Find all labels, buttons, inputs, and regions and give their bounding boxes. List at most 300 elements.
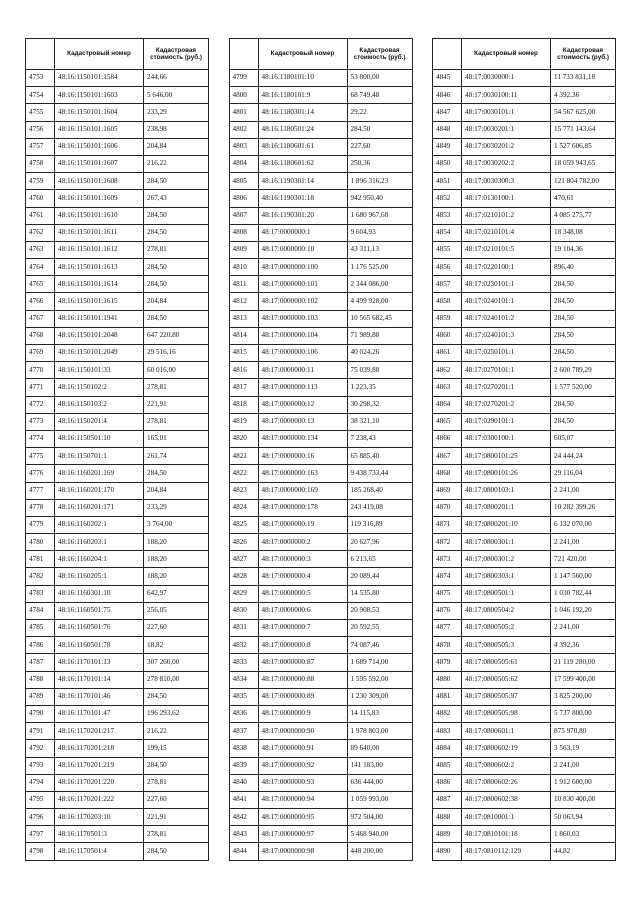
- row-index: 4868: [433, 465, 462, 482]
- table-row: [433, 465, 616, 482]
- cadastral-number: 48:16:1150101:2049: [55, 345, 144, 362]
- row-index: 4776: [26, 465, 55, 482]
- table-row: [26, 413, 209, 430]
- cadastral-value: 60 016,00: [144, 362, 209, 379]
- table-row: [433, 551, 616, 568]
- table-row: [229, 241, 412, 258]
- cadastral-number: 48:17:0270201:2: [462, 396, 551, 413]
- cadastral-value: 1 223,35: [347, 379, 412, 396]
- cadastral-number: 48:17:0030000:1: [462, 70, 551, 87]
- cadastral-value: 284,50: [144, 276, 209, 293]
- cadastral-value: 165,01: [144, 430, 209, 447]
- table-row: [433, 430, 616, 447]
- cadastral-number: 48:17:0800103:1: [462, 482, 551, 499]
- cadastral-number: 48:17:0000000:169: [258, 482, 347, 499]
- cadastral-value: 642,97: [144, 585, 209, 602]
- cadastral-number: 48:16:1160204:1: [55, 551, 144, 568]
- cadastral-value: 89 640,00: [347, 740, 412, 757]
- cadastral-number: 48:17:0000000:134: [258, 430, 347, 447]
- cadastral-number: 48:16:1150701:1: [55, 448, 144, 465]
- header-index: [433, 39, 462, 70]
- row-index: 4841: [229, 791, 258, 808]
- cadastral-number: 48:16:1180601:61: [258, 138, 347, 155]
- table-row: [26, 70, 209, 87]
- cadastral-number: 48:16:1150101:1941: [55, 310, 144, 327]
- cadastral-value: 1 147 560,00: [551, 568, 616, 585]
- row-index: 4794: [26, 774, 55, 791]
- table-row: [26, 551, 209, 568]
- row-index: 4808: [229, 224, 258, 241]
- cadastral-value: 875 970,80: [551, 723, 616, 740]
- table-row: [26, 207, 209, 224]
- row-index: 4768: [26, 327, 55, 344]
- cadastral-value: 278,81: [144, 379, 209, 396]
- cadastral-number: 48:17:0000000:91: [258, 740, 347, 757]
- cadastral-value: 199,15: [144, 740, 209, 757]
- row-index: 4807: [229, 207, 258, 224]
- cadastral-value: 307 260,00: [144, 654, 209, 671]
- cadastral-number: 48:17:0000000:1: [258, 224, 347, 241]
- row-index: 4766: [26, 293, 55, 310]
- row-index: 4860: [433, 327, 462, 344]
- row-index: 4842: [229, 809, 258, 826]
- cadastral-number: 48:16:1170101:46: [55, 688, 144, 705]
- table-row: [229, 671, 412, 688]
- cadastral-number: 48:17:0000000:102: [258, 293, 347, 310]
- cadastral-value: 14 115,83: [347, 705, 412, 722]
- cadastral-value: 4 392,36: [551, 637, 616, 654]
- cadastral-number: 48:17:0000000:113: [258, 379, 347, 396]
- table-row: [229, 190, 412, 207]
- cadastral-value: 20 627,96: [347, 534, 412, 551]
- cadastral-number: 48:16:1150101:1605: [55, 121, 144, 138]
- cadastral-value: 14 535,80: [347, 585, 412, 602]
- row-index: 4854: [433, 224, 462, 241]
- cadastral-value: 284,50: [144, 843, 209, 860]
- cadastral-number: 48:16:1180501:24: [258, 121, 347, 138]
- cadastral-value: 721 420,00: [551, 551, 616, 568]
- table-row: [433, 705, 616, 722]
- cadastral-value: 29 516,16: [144, 345, 209, 362]
- table-row: [433, 70, 616, 87]
- cadastral-number: 48:17:0000000:11: [258, 362, 347, 379]
- cadastral-value: 216,22: [144, 723, 209, 740]
- row-index: 4848: [433, 121, 462, 138]
- table-row: [229, 688, 412, 705]
- cadastral-number: 48:17:0000000:89: [258, 688, 347, 705]
- cadastral-value: 10 282 399,26: [551, 499, 616, 516]
- cadastral-number: 48:17:0000000:97: [258, 826, 347, 843]
- header-row: [229, 39, 412, 70]
- cadastral-number: 48:17:0000000:6: [258, 602, 347, 619]
- cadastral-value: 20 908,53: [347, 602, 412, 619]
- cadastral-number: 48:17:0000000:8: [258, 637, 347, 654]
- row-index: 4791: [26, 723, 55, 740]
- cadastral-value: 1 230 309,00: [347, 688, 412, 705]
- row-index: 4756: [26, 121, 55, 138]
- cadastral-value: 647 220,80: [144, 327, 209, 344]
- cadastral-value: 5 468 940,00: [347, 826, 412, 843]
- cadastral-number: 48:16:1180101:10: [258, 70, 347, 87]
- table-row: [229, 602, 412, 619]
- table-row: [26, 826, 209, 843]
- cadastral-value: 204,84: [144, 138, 209, 155]
- row-index: 4793: [26, 757, 55, 774]
- row-index: 4786: [26, 637, 55, 654]
- row-index: 4873: [433, 551, 462, 568]
- row-index: 4887: [433, 791, 462, 808]
- cadastral-value: 284,50: [551, 345, 616, 362]
- cadastral-value: 11 733 831,18: [551, 70, 616, 87]
- row-index: 4792: [26, 740, 55, 757]
- table-row: [26, 620, 209, 637]
- row-index: 4800: [229, 87, 258, 104]
- cadastral-number: 48:17:0030101:1: [462, 104, 551, 121]
- table-row: [26, 534, 209, 551]
- cadastral-value: 470,61: [551, 190, 616, 207]
- table-row: [433, 585, 616, 602]
- table-row: [26, 121, 209, 138]
- table-row: [433, 362, 616, 379]
- document-page: [25, 38, 616, 861]
- cadastral-number: 48:16:1150101:1604: [55, 104, 144, 121]
- row-index: 4849: [433, 138, 462, 155]
- cadastral-value: 74 087,46: [347, 637, 412, 654]
- cadastral-value: 1 912 600,00: [551, 774, 616, 791]
- cadastral-value: 18 059 943,65: [551, 155, 616, 172]
- cadastral-number: 48:17:0810001:1: [462, 809, 551, 826]
- cadastral-value: 2 600 789,29: [551, 362, 616, 379]
- cadastral-value: 30 298,32: [347, 396, 412, 413]
- table-row: [26, 602, 209, 619]
- table-row: [229, 465, 412, 482]
- cadastral-value: 284,50: [551, 276, 616, 293]
- cadastral-value: 244,66: [144, 70, 209, 87]
- cadastral-number: 48:16:1150101:1608: [55, 173, 144, 190]
- cadastral-value: 448 200,00: [347, 843, 412, 860]
- row-index: 4870: [433, 499, 462, 516]
- cadastral-value: 1 046 192,20: [551, 602, 616, 619]
- cadastral-value: 4 499 928,00: [347, 293, 412, 310]
- table-row: [433, 826, 616, 843]
- row-index: 4872: [433, 534, 462, 551]
- cadastral-value: 188,20: [144, 551, 209, 568]
- cadastral-number: 48:17:0800505:97: [462, 688, 551, 705]
- row-index: 4843: [229, 826, 258, 843]
- cadastral-number: 48:17:0000000:16: [258, 448, 347, 465]
- header-row: [433, 39, 616, 70]
- cadastral-value: 1 176 525,00: [347, 259, 412, 276]
- cadastral-number: 48:17:0800505:3: [462, 637, 551, 654]
- cadastral-value: 221,91: [144, 809, 209, 826]
- table-row: [433, 224, 616, 241]
- row-index: 4855: [433, 241, 462, 258]
- cadastral-value: 10 830 400,00: [551, 791, 616, 808]
- table-row: [433, 121, 616, 138]
- row-index: 4853: [433, 207, 462, 224]
- cadastral-number: 48:17:0290101:1: [462, 413, 551, 430]
- table-row: [433, 241, 616, 258]
- cadastral-number: 48:16:1170101:47: [55, 705, 144, 722]
- cadastral-number: 48:16:1170101:13: [55, 654, 144, 671]
- cadastral-value: 284,50: [144, 465, 209, 482]
- table-row: [433, 534, 616, 551]
- cadastral-number: 48:16:1190301:18: [258, 190, 347, 207]
- row-index: 4871: [433, 516, 462, 533]
- cadastral-value: 278,81: [144, 241, 209, 258]
- row-index: 4804: [229, 155, 258, 172]
- row-index: 4825: [229, 516, 258, 533]
- table-row: [433, 568, 616, 585]
- row-index: 4824: [229, 499, 258, 516]
- cadastral-number: 48:17:0800602:2: [462, 757, 551, 774]
- cadastral-value: 44,82: [551, 843, 616, 860]
- row-index: 4890: [433, 843, 462, 860]
- cadastral-number: 48:17:0000000:104: [258, 327, 347, 344]
- row-index: 4822: [229, 465, 258, 482]
- table-row: [229, 413, 412, 430]
- cadastral-value: 29,22: [347, 104, 412, 121]
- table-row: [433, 448, 616, 465]
- row-index: 4813: [229, 310, 258, 327]
- table-row: [26, 499, 209, 516]
- cadastral-value: 1 577 520,00: [551, 379, 616, 396]
- row-index: 4779: [26, 516, 55, 533]
- cadastral-number: 48:17:0250101:1: [462, 345, 551, 362]
- cadastral-value: 188,20: [144, 568, 209, 585]
- row-index: 4775: [26, 448, 55, 465]
- table-row: [433, 155, 616, 172]
- table-row: [26, 430, 209, 447]
- cadastral-number: 48:17:0000000:95: [258, 809, 347, 826]
- cadastral-number: 48:17:0210101:2: [462, 207, 551, 224]
- cadastral-number: 48:17:0810112:129: [462, 843, 551, 860]
- table-row: [229, 327, 412, 344]
- cadastral-value: 636 444,00: [347, 774, 412, 791]
- cadastral-value: 71 989,88: [347, 327, 412, 344]
- table-row: [229, 121, 412, 138]
- row-index: 4773: [26, 413, 55, 430]
- cadastral-value: 2 241,00: [551, 482, 616, 499]
- cadastral-number: 48:16:1170201:220: [55, 774, 144, 791]
- cadastral-number: 48:17:0000000:19: [258, 516, 347, 533]
- cadastral-number: 48:17:0000000:93: [258, 774, 347, 791]
- table-row: [26, 173, 209, 190]
- table-row: [433, 602, 616, 619]
- table-row: [229, 791, 412, 808]
- cadastral-value: 284,50: [144, 310, 209, 327]
- cadastral-number: 48:17:0000000:9: [258, 705, 347, 722]
- table-row: [433, 482, 616, 499]
- table-row: [229, 774, 412, 791]
- table-row: [433, 620, 616, 637]
- row-index: 4884: [433, 740, 462, 757]
- row-index: 4834: [229, 671, 258, 688]
- row-index: 4811: [229, 276, 258, 293]
- cadastral-number: 48:17:0000000:178: [258, 499, 347, 516]
- row-index: 4866: [433, 430, 462, 447]
- cadastral-number: 48:17:0000000:90: [258, 723, 347, 740]
- cadastral-value: 119 316,89: [347, 516, 412, 533]
- header-cadastral-number: Кадастровый номер: [462, 39, 551, 70]
- table-row: [433, 104, 616, 121]
- table-row: [229, 87, 412, 104]
- row-index: 4826: [229, 534, 258, 551]
- row-index: 4798: [26, 843, 55, 860]
- cadastral-number: 48:17:0000000:2: [258, 534, 347, 551]
- cadastral-value: 256,05: [144, 602, 209, 619]
- row-index: 4771: [26, 379, 55, 396]
- table-row: [229, 534, 412, 551]
- cadastral-value: 1 527 606,85: [551, 138, 616, 155]
- table-row: [229, 155, 412, 172]
- cadastral-number: 48:16:1170201:222: [55, 791, 144, 808]
- row-index: 4836: [229, 705, 258, 722]
- cadastral-number: 48:16:1150101:1613: [55, 259, 144, 276]
- row-index: 4838: [229, 740, 258, 757]
- table-row: [433, 499, 616, 516]
- row-index: 4885: [433, 757, 462, 774]
- cadastral-number: 48:16:1150102:2: [55, 379, 144, 396]
- cadastral-number: 48:17:0800504:2: [462, 602, 551, 619]
- table-row: [229, 224, 412, 241]
- table-row: [26, 740, 209, 757]
- row-index: 4832: [229, 637, 258, 654]
- cadastral-number: 48:17:0240101:3: [462, 327, 551, 344]
- table-row: [26, 774, 209, 791]
- cadastral-value: 1 680 967,68: [347, 207, 412, 224]
- cadastral-number: 48:16:1150101:1607: [55, 155, 144, 172]
- table-row: [26, 396, 209, 413]
- cadastral-value: 1 896 316,23: [347, 173, 412, 190]
- row-index: 4754: [26, 87, 55, 104]
- cadastral-number: 48:16:1180601:62: [258, 155, 347, 172]
- row-index: 4886: [433, 774, 462, 791]
- cadastral-number: 48:17:0000000:106: [258, 345, 347, 362]
- row-index: 4835: [229, 688, 258, 705]
- row-index: 4837: [229, 723, 258, 740]
- cadastral-value: 227,60: [347, 138, 412, 155]
- table-row: [433, 637, 616, 654]
- cadastral-number: 48:16:1180301:14: [258, 104, 347, 121]
- row-index: 4856: [433, 259, 462, 276]
- cadastral-number: 48:16:1150101:1615: [55, 293, 144, 310]
- cadastral-number: 48:16:1170501:4: [55, 843, 144, 860]
- table-row: [433, 413, 616, 430]
- table-row: [433, 259, 616, 276]
- cadastral-value: 2 241,00: [551, 757, 616, 774]
- row-index: 4869: [433, 482, 462, 499]
- table-row: [229, 276, 412, 293]
- cadastral-value: 1 978 803,00: [347, 723, 412, 740]
- table-row: [26, 671, 209, 688]
- table-row: [26, 310, 209, 327]
- cadastral-number: 48:17:0240101:1: [462, 293, 551, 310]
- cadastral-number: 48:16:1160205:1: [55, 568, 144, 585]
- cadastral-number: 48:16:1150101:1584: [55, 70, 144, 87]
- table-row: [26, 791, 209, 808]
- table-row: [229, 499, 412, 516]
- cadastral-value: 284,50: [144, 757, 209, 774]
- cadastral-number: 48:16:1180101:9: [258, 87, 347, 104]
- cadastral-number: 48:16:1160201:170: [55, 482, 144, 499]
- cadastral-value: 24 444,24: [551, 448, 616, 465]
- row-index: 4795: [26, 791, 55, 808]
- row-index: 4762: [26, 224, 55, 241]
- cadastral-number: 48:17:0210101:5: [462, 241, 551, 258]
- cadastral-number: 48:17:0810101:18: [462, 826, 551, 843]
- row-index: 4772: [26, 396, 55, 413]
- cadastral-value: 267,43: [144, 190, 209, 207]
- cadastral-number: 48:17:0000000:3: [258, 551, 347, 568]
- cadastral-value: 196 293,62: [144, 705, 209, 722]
- row-index: 4879: [433, 654, 462, 671]
- row-index: 4806: [229, 190, 258, 207]
- cadastral-number: 48:17:0220100:1: [462, 259, 551, 276]
- table-row: [26, 379, 209, 396]
- cadastral-value: 20 089,44: [347, 568, 412, 585]
- table-row: [433, 757, 616, 774]
- table-row: [26, 345, 209, 362]
- cadastral-number: 48:16:1150501:10: [55, 430, 144, 447]
- row-index: 4814: [229, 327, 258, 344]
- cadastral-value: 53 800,00: [347, 70, 412, 87]
- row-index: 4760: [26, 190, 55, 207]
- table-row: [433, 843, 616, 860]
- cadastral-value: 65 885,40: [347, 448, 412, 465]
- cadastral-number: 48:17:0800602:19: [462, 740, 551, 757]
- cadastral-number: 48:16:1150101:1609: [55, 190, 144, 207]
- cadastral-number: 48:17:0270101:1: [462, 362, 551, 379]
- table-row: [229, 654, 412, 671]
- table-row: [433, 173, 616, 190]
- cadastral-value: 227,60: [144, 791, 209, 808]
- cadastral-number: 48:17:0030300:3: [462, 173, 551, 190]
- cadastral-number: 48:16:1150101:1603: [55, 87, 144, 104]
- cadastral-number: 48:17:0000000:12: [258, 396, 347, 413]
- cadastral-number: 48:17:0800601:1: [462, 723, 551, 740]
- header-index: [26, 39, 55, 70]
- row-index: 4840: [229, 774, 258, 791]
- cadastral-value: 6 132 070,00: [551, 516, 616, 533]
- cadastral-value: 204,84: [144, 482, 209, 499]
- row-index: 4801: [229, 104, 258, 121]
- table-row: [229, 809, 412, 826]
- cadastral-number: 48:16:1160203:1: [55, 534, 144, 551]
- cadastral-number: 48:16:1150101:1614: [55, 276, 144, 293]
- cadastral-value: 9 604,93: [347, 224, 412, 241]
- table-row: [229, 551, 412, 568]
- cadastral-number: 48:17:0000000:100: [258, 259, 347, 276]
- cadastral-value: 278,81: [144, 413, 209, 430]
- cadastral-number: 48:16:1160501:76: [55, 620, 144, 637]
- cadastral-value: 238,98: [144, 121, 209, 138]
- cadastral-number: 48:17:0000000:88: [258, 671, 347, 688]
- table-row: [26, 809, 209, 826]
- row-index: 4778: [26, 499, 55, 516]
- cadastral-value: 18 348,08: [551, 224, 616, 241]
- cadastral-number: 48:17:0000000:13: [258, 413, 347, 430]
- table-row: [229, 138, 412, 155]
- table-row: [229, 482, 412, 499]
- cadastral-number: 48:16:1160201:169: [55, 465, 144, 482]
- cadastral-number: 48:17:0030202:2: [462, 155, 551, 172]
- row-index: 4881: [433, 688, 462, 705]
- table-row: [433, 723, 616, 740]
- row-index: 4864: [433, 396, 462, 413]
- cadastral-number: 48:16:1170201:217: [55, 723, 144, 740]
- cadastral-value: 284,50: [551, 396, 616, 413]
